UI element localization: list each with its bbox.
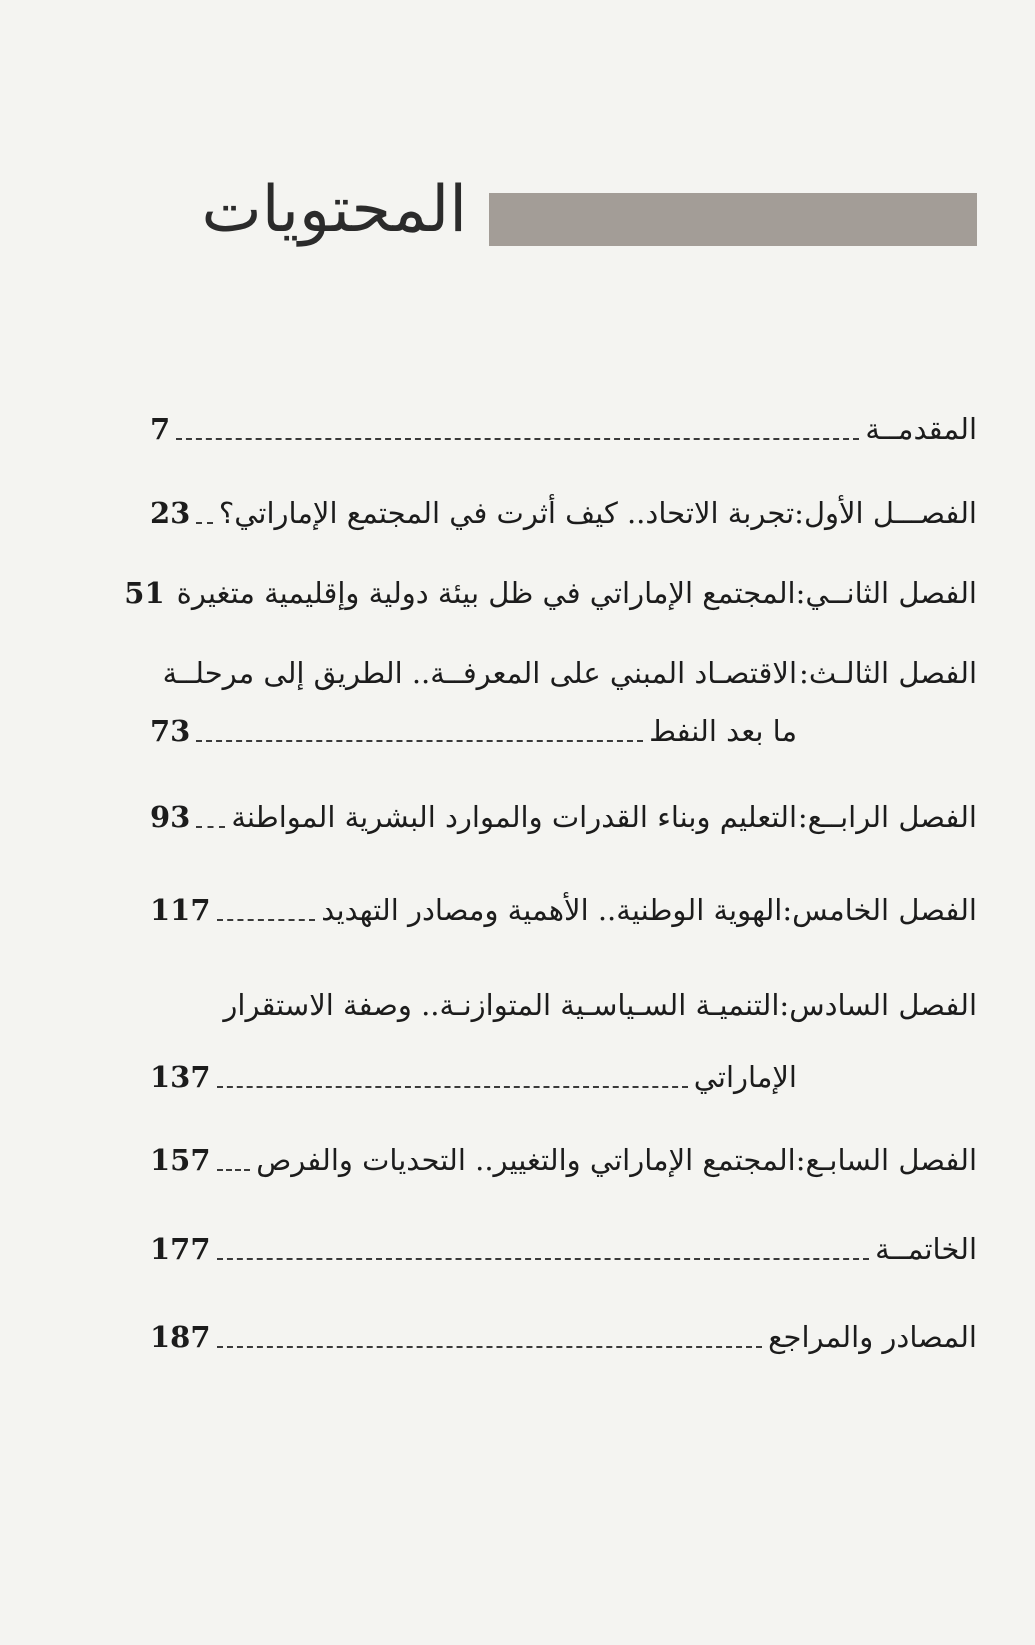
toc-chapter-title: المجتمع الإماراتي في ظل بيئة دولية وإقليمية متغيرة — [176, 576, 796, 610]
toc-page-number: 187 — [150, 1320, 211, 1354]
toc-chapter-title: الاقتصـاد المبني على المعرفــة.. الطريق إلى مرحلــة — [162, 656, 797, 690]
toc-chapter-title-continued: ما بعد النفط — [649, 714, 797, 748]
toc-entry-references — [150, 1320, 977, 1364]
toc-page-number: 117 — [150, 893, 211, 927]
toc-page-number: 73 — [150, 714, 191, 748]
toc-entry-chapter-5 — [150, 893, 977, 937]
toc-entry-chapter-7 — [150, 1143, 977, 1187]
toc-entry-chapter-6 — [150, 988, 977, 1032]
toc-chapter-label: الفصل الرابــع: — [797, 800, 977, 834]
toc-entry-label: الخاتمــة — [875, 1232, 977, 1266]
toc-entry-chapter-2 — [124, 576, 977, 620]
dot-leader — [176, 438, 859, 440]
toc-entry-label: المقدمــة — [865, 412, 977, 446]
toc-entry-chapter-6-continued — [150, 1060, 977, 1104]
table-of-contents — [124, 0, 977, 1645]
page-title: المحتويات — [201, 173, 467, 247]
toc-page-number: 23 — [150, 496, 191, 530]
toc-entry-conclusion — [150, 1232, 977, 1276]
toc-entry-introduction — [150, 412, 977, 456]
toc-chapter-title: تجربة الاتحاد.. كيف أثرت في المجتمع الإماراتي؟ — [218, 496, 795, 530]
toc-chapter-label: الفصل الخامس: — [782, 893, 977, 927]
dot-leader — [217, 1169, 251, 1171]
toc-entry-chapter-1 — [150, 496, 977, 540]
toc-page-number: 93 — [150, 800, 191, 834]
dot-leader — [217, 1258, 870, 1260]
dot-leader — [217, 1346, 763, 1348]
toc-chapter-label: الفصل الثالـث: — [799, 656, 977, 690]
toc-chapter-label: الفصل السابـع: — [795, 1143, 977, 1177]
toc-entry-label: المصادر والمراجع — [768, 1320, 977, 1354]
toc-chapter-title: المجتمع الإماراتي والتغيير.. التحديات والفرص — [256, 1143, 796, 1177]
dot-leader — [217, 1086, 688, 1088]
dot-leader — [196, 826, 225, 828]
toc-chapter-title: الهوية الوطنية.. الأهمية ومصادر التهديد — [321, 893, 783, 927]
toc-chapter-title: التعليم وبناء القدرات والموارد البشرية المواطنة — [231, 800, 797, 834]
toc-entry-chapter-3 — [150, 656, 977, 700]
dot-leader — [196, 522, 212, 524]
toc-chapter-title: التنميـة السـياسـية المتوازنـة.. وصفة الاستقرار — [223, 988, 780, 1022]
dot-leader — [196, 740, 643, 742]
toc-page-number: 177 — [150, 1232, 211, 1266]
dot-leader — [217, 919, 316, 921]
toc-chapter-label: الفصل الثانــي: — [795, 576, 977, 610]
toc-entry-chapter-4 — [150, 800, 977, 844]
toc-page-number: 51 — [124, 576, 165, 610]
toc-page-number: 157 — [150, 1143, 211, 1177]
toc-chapter-label: الفصل السادس: — [779, 988, 977, 1022]
toc-chapter-label: الفصـــل الأول: — [794, 496, 977, 530]
toc-page-number: 137 — [150, 1060, 211, 1094]
toc-chapter-title-continued: الإماراتي — [693, 1060, 797, 1094]
toc-entry-chapter-3-continued — [150, 714, 977, 758]
toc-page-number: 7 — [150, 412, 171, 446]
